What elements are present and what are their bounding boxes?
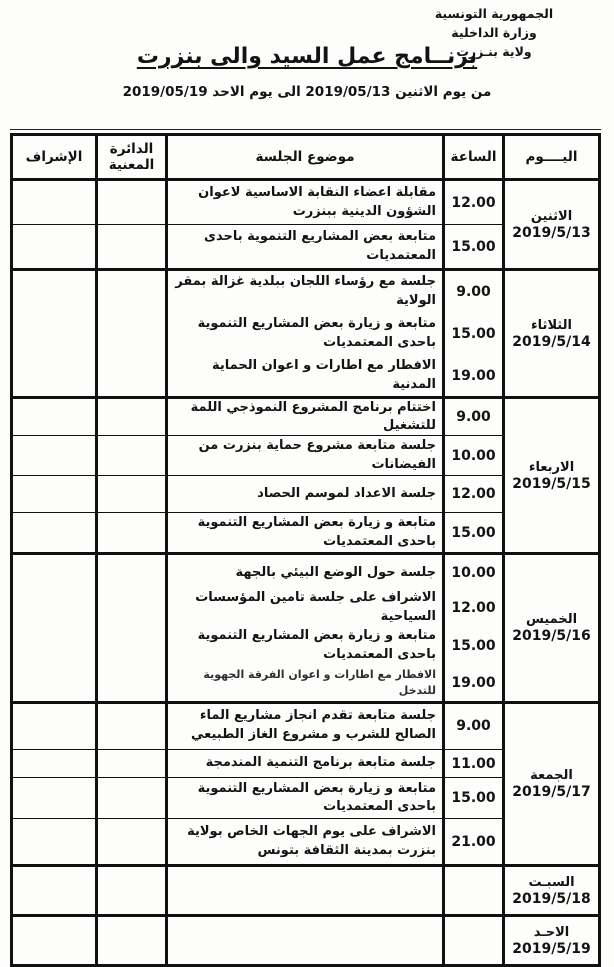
- session-subject: متابعة و زيارة بعض المشاريع التنموية باحدى المعتمديات: [165, 513, 442, 552]
- session-hour: 15.00: [442, 225, 502, 268]
- session-hour: 15.00: [442, 778, 502, 818]
- day-date: 2019/5/19: [512, 940, 591, 957]
- session-department: [95, 778, 165, 818]
- sessions-column: [13, 704, 502, 865]
- session-supervision: [13, 399, 95, 435]
- session-subject: جلسة حول الوضع البيئي بالجهة: [165, 555, 442, 590]
- sessions-column: [13, 399, 502, 552]
- header-subject: موضوع الجلسة: [165, 136, 442, 178]
- session-supervision: [13, 355, 95, 397]
- day-cell: [502, 704, 598, 865]
- session-department: [95, 750, 165, 778]
- session-row: [13, 555, 502, 590]
- day-block: [13, 701, 598, 865]
- session-hour: 15.00: [442, 313, 502, 355]
- session-department: [95, 555, 165, 590]
- session-supervision: [13, 778, 95, 818]
- session-row: [13, 475, 502, 512]
- header-supervision: الإشراف: [25, 148, 83, 165]
- session-hour: 9.00: [442, 704, 502, 749]
- session-subject: متابعة بعض المشاريع التنموية باحدى المعتمديات: [165, 225, 442, 268]
- session-hour: 12.00: [442, 591, 502, 626]
- session-subject: متابعة و زيارة بعض المشاريع التنموية باحدى المعتمديات: [165, 313, 442, 355]
- session-supervision: [13, 626, 95, 666]
- session-subject: متابعة و زيارة بعض المشاريع التنموية باحدى المعتمديات: [165, 626, 442, 666]
- session-department: [95, 181, 165, 224]
- session-subject: الافطار مع اطارات و اعوان الحماية المدنية: [165, 355, 442, 397]
- session-hour: 11.00: [442, 750, 502, 778]
- session-supervision: [13, 555, 95, 590]
- session-supervision: [13, 704, 95, 749]
- day-date: 2019/5/15: [512, 475, 591, 492]
- session-hour: 12.00: [442, 181, 502, 224]
- header-hour: الساعة: [442, 136, 502, 178]
- session-department: [95, 355, 165, 397]
- session-department: [95, 704, 165, 749]
- day-cell: [502, 555, 598, 700]
- day-name: الاحـد: [533, 924, 570, 940]
- day-block: [13, 864, 598, 914]
- session-supervision: [13, 313, 95, 355]
- day-name: السبـت: [528, 874, 575, 890]
- session-supervision: [13, 181, 95, 224]
- session-subject: [165, 917, 442, 964]
- session-subject: [165, 867, 442, 914]
- session-row: [13, 399, 502, 435]
- session-hour: 19.00: [442, 355, 502, 397]
- session-department: [95, 626, 165, 666]
- day-name: الاثنين: [530, 208, 573, 224]
- session-supervision: [13, 750, 95, 778]
- session-hour: 9.00: [442, 271, 502, 313]
- session-row: [13, 626, 502, 666]
- session-hour: [442, 867, 502, 914]
- day-cell: [502, 917, 598, 964]
- day-block: [13, 914, 598, 964]
- session-department: [95, 513, 165, 552]
- session-hour: [442, 917, 502, 964]
- session-supervision: [13, 513, 95, 552]
- sessions-column: [13, 181, 502, 268]
- session-row: [13, 271, 502, 313]
- day-block: [13, 396, 598, 552]
- table-header-row: [13, 136, 598, 178]
- sessions-column: [13, 917, 502, 964]
- session-department: [95, 867, 165, 914]
- sessions-column: [13, 867, 502, 914]
- day-name: الاربعاء: [528, 459, 575, 475]
- day-date: 2019/5/17: [512, 784, 591, 801]
- session-department: [95, 436, 165, 475]
- session-row: [13, 355, 502, 397]
- session-supervision: [13, 591, 95, 626]
- session-department: [95, 819, 165, 864]
- session-department: [95, 399, 165, 435]
- session-supervision: [13, 917, 95, 964]
- session-row: [13, 313, 502, 355]
- day-date: 2019/5/13: [512, 224, 591, 241]
- session-supervision: [13, 867, 95, 914]
- session-department: [95, 313, 165, 355]
- sessions-column: [13, 555, 502, 700]
- session-subject: جلسة متابعة تقدم انجاز مشاريع الماء الصالح للشرب و مشروع الغاز الطبيعي: [165, 704, 442, 749]
- day-block: [13, 178, 598, 268]
- day-cell: [502, 271, 598, 396]
- session-subject: الاشراف على يوم الجهات الخاص بولاية بنزرت بمدينة الثقافة بتونس: [165, 819, 442, 864]
- header-day: اليــــوم: [502, 136, 598, 178]
- session-row: [13, 224, 502, 268]
- session-supervision: [13, 225, 95, 268]
- session-row: [13, 867, 502, 914]
- session-row: [13, 591, 502, 626]
- page-title: برنــامج عمل السيد والى بنزرت: [136, 44, 478, 69]
- session-row: [13, 666, 502, 701]
- day-date: 2019/5/14: [512, 333, 591, 350]
- session-row: [13, 704, 502, 749]
- session-subject: الافطار مع اطارات و اعوان الفرقة الجهوية للتدخل: [165, 666, 442, 701]
- session-supervision: [13, 666, 95, 701]
- schedule-table: [10, 133, 601, 967]
- session-row: [13, 818, 502, 864]
- letterhead-line-republic: الجمهورية التونسية: [434, 6, 554, 21]
- session-hour: 21.00: [442, 819, 502, 864]
- day-cell: [502, 399, 598, 552]
- schedule-days: [13, 178, 598, 964]
- session-subject: مقابلة اعضاء النقابة الاساسية لاعوان الشؤون الدينية ببنزرت: [165, 181, 442, 224]
- session-row: [13, 917, 502, 964]
- day-name: الجمعة: [530, 768, 573, 784]
- session-department: [95, 225, 165, 268]
- session-subject: جلسة مع رؤساء اللجان ببلدية غزالة بمقر الولاية: [165, 271, 442, 313]
- day-cell: [502, 867, 598, 914]
- session-subject: جلسة متابعة مشروع حماية بنزرت من الفيضانات: [165, 436, 442, 475]
- day-cell: [502, 181, 598, 268]
- session-subject: اختتام برنامج المشروع النموذجي اللمة للتشغيل: [165, 399, 442, 435]
- day-name: الثلاثاء: [531, 317, 572, 333]
- session-hour: 15.00: [442, 513, 502, 552]
- session-department: [95, 917, 165, 964]
- session-hour: 19.00: [442, 666, 502, 701]
- session-department: [95, 271, 165, 313]
- letterhead-line-ministry: وزارة الداخلية: [451, 24, 537, 40]
- session-row: [13, 435, 502, 475]
- session-department: [95, 666, 165, 701]
- session-row: [13, 777, 502, 818]
- session-hour: 12.00: [442, 476, 502, 512]
- letterhead-line-governorate: ولاية بنـزرت: [456, 43, 532, 59]
- session-department: [95, 476, 165, 512]
- session-supervision: [13, 476, 95, 512]
- session-row: [13, 512, 502, 552]
- session-supervision: [13, 271, 95, 313]
- session-hour: 10.00: [442, 555, 502, 590]
- sessions-column: [13, 271, 502, 396]
- header-department: الدائرة المعنية: [95, 136, 165, 178]
- day-block: [13, 268, 598, 396]
- session-supervision: [13, 436, 95, 475]
- session-row: [13, 181, 502, 224]
- day-block: [13, 552, 598, 700]
- session-subject: متابعة و زيارة بعض المشاريع التنموية باحدى المعتمديات: [165, 778, 442, 818]
- day-date: 2019/5/18: [512, 890, 591, 907]
- session-supervision: [13, 819, 95, 864]
- session-hour: 10.00: [442, 436, 502, 475]
- session-subject: جلسة الاعداد لموسم الحصاد: [165, 476, 442, 512]
- day-date: 2019/5/16: [512, 628, 591, 645]
- session-hour: 15.00: [442, 626, 502, 666]
- session-department: [95, 591, 165, 626]
- session-subject: الاشراف على جلسة تامين المؤسسات السياحية: [165, 591, 442, 626]
- session-hour: 9.00: [442, 399, 502, 435]
- session-row: [13, 749, 502, 778]
- day-name: الخميس: [525, 612, 578, 628]
- page-subtitle: من يوم الاثنين 2019/05/13 الى يوم الاحد 2019/05/19: [122, 84, 492, 100]
- session-subject: جلسة متابعة برنامج التنمية المندمجة: [165, 750, 442, 778]
